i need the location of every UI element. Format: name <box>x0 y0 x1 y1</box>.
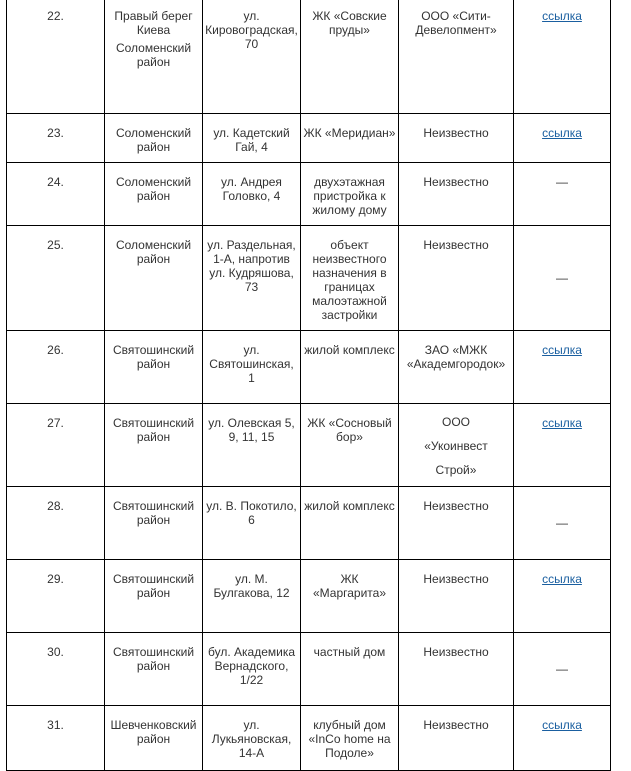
address-line: 9, 11, 15 <box>228 430 275 444</box>
object-line: бор» <box>336 430 363 444</box>
district-cell <box>105 633 203 706</box>
address-line: ул. В. Покотило, <box>206 499 297 513</box>
district-cell <box>105 226 203 331</box>
district-line: район <box>136 189 171 203</box>
object-cell <box>301 487 399 560</box>
address-cell <box>203 0 301 114</box>
table-row <box>7 404 611 487</box>
no-link-dash: — <box>556 271 568 285</box>
district-cell <box>105 404 203 487</box>
table-row <box>7 560 611 633</box>
district-line: Правый берег <box>114 9 193 23</box>
developer-line: Неизвестно <box>423 499 489 513</box>
source-link[interactable]: ссылка <box>542 718 582 732</box>
district-line: район <box>136 140 171 154</box>
developer-line: Неизвестно <box>423 238 489 252</box>
source-link[interactable]: ссылка <box>542 9 582 23</box>
object-cell <box>301 163 399 226</box>
row-number: 29. <box>7 560 105 633</box>
object-cell <box>301 114 399 163</box>
address-line: 1-А, напротив <box>213 252 290 266</box>
table-row <box>7 163 611 226</box>
district-line: район <box>136 430 171 444</box>
object-line: Подоле» <box>325 746 374 760</box>
developer-cell <box>399 331 514 404</box>
district-cell <box>105 114 203 163</box>
district-line: Святошинский <box>112 343 195 357</box>
address-cell <box>203 487 301 560</box>
table-row <box>7 487 611 560</box>
address-cell <box>203 331 301 404</box>
object-cell <box>301 331 399 404</box>
object-line: частный дом <box>313 645 386 659</box>
address-line: 73 <box>244 280 259 294</box>
link-cell <box>514 0 611 114</box>
table-row <box>7 331 611 404</box>
district-cell <box>105 560 203 633</box>
developer-cell <box>399 487 514 560</box>
object-line: неизвестного <box>312 252 387 266</box>
developer-line: «Академгородок» <box>406 357 506 371</box>
table-row <box>7 0 611 114</box>
table-row <box>7 633 611 706</box>
address-line: Лукьяновская, <box>211 732 292 746</box>
table-row <box>7 706 611 771</box>
object-line: малоэтажной <box>312 294 387 308</box>
district-cell <box>105 163 203 226</box>
object-line: ЖК «Совские <box>312 9 387 23</box>
district-line: район <box>136 732 171 746</box>
row-number: 31. <box>7 706 105 771</box>
district-line: Святошинский <box>112 499 195 513</box>
address-line: ул. Кудряшова, <box>209 266 294 280</box>
table-row <box>7 114 611 163</box>
address-cell <box>203 404 301 487</box>
developer-line: Неизвестно <box>423 126 489 140</box>
object-cell <box>301 226 399 331</box>
object-line: «InCo home на <box>308 732 391 746</box>
developer-line: Неизвестно <box>423 718 489 732</box>
address-line: бул. Академика <box>207 645 296 659</box>
developer-line: Неизвестно <box>423 572 489 586</box>
address-line: Святошинская, <box>209 357 294 371</box>
district-line: Святошинский <box>112 572 195 586</box>
developer-cell <box>399 706 514 771</box>
district-line: Киева <box>136 23 171 37</box>
district-cell <box>105 331 203 404</box>
developer-cell <box>399 633 514 706</box>
row-number: 24. <box>7 163 105 226</box>
link-cell <box>514 706 611 771</box>
object-line: границах <box>324 280 375 294</box>
object-line: клубный дом <box>313 718 386 732</box>
object-line: жилой комплекс <box>304 499 395 513</box>
object-line: двухэтажная <box>314 175 385 189</box>
address-line: ул. Андрея <box>221 175 282 189</box>
district-cell <box>105 0 203 114</box>
link-cell <box>514 114 611 163</box>
district-line: Святошинский <box>112 416 195 430</box>
developer-line: Неизвестно <box>423 645 489 659</box>
developer-cell <box>399 114 514 163</box>
object-line: пристройка к <box>313 189 386 203</box>
developer-cell <box>399 0 514 114</box>
object-line: «Маргарита» <box>312 586 387 600</box>
district-line: Соломенский <box>115 238 192 252</box>
developer-line: Неизвестно <box>423 175 489 189</box>
district-line: район <box>136 513 171 527</box>
source-link[interactable]: ссылка <box>542 343 582 357</box>
developer-cell <box>399 404 514 487</box>
object-line: объект <box>330 238 369 252</box>
district-line: Святошинский <box>112 645 195 659</box>
object-line: пруды» <box>329 23 370 37</box>
district-line: район <box>136 659 171 673</box>
address-line: Вернадского, <box>214 659 289 673</box>
row-number: 22. <box>7 0 105 114</box>
address-line: 14-А <box>238 746 265 760</box>
address-cell <box>203 706 301 771</box>
district-line: Шевченковский <box>110 718 197 732</box>
object-line: застройки <box>321 308 378 322</box>
developer-line: ООО «Сити- <box>421 9 491 23</box>
object-line: ЖК «Сосновый <box>307 416 392 430</box>
district-line: район <box>136 357 171 371</box>
address-line: ул. Кадетский <box>213 126 290 140</box>
link-cell <box>514 163 611 226</box>
link-cell <box>514 226 611 331</box>
object-cell <box>301 0 399 114</box>
district-line: Соломенский <box>115 175 192 189</box>
object-line: назначения в <box>312 266 387 280</box>
object-line: жилому дому <box>312 203 387 217</box>
developer-line: ООО <box>441 415 470 429</box>
no-link-dash: — <box>556 175 568 189</box>
row-number: 28. <box>7 487 105 560</box>
address-line: ул. М. <box>235 572 268 586</box>
object-cell <box>301 633 399 706</box>
developer-cell <box>399 560 514 633</box>
address-line: ул. Раздельная, <box>207 238 296 252</box>
address-cell <box>203 633 301 706</box>
district-line: Соломенский <box>115 126 192 140</box>
address-line: Булгакова, 12 <box>213 586 290 600</box>
link-cell <box>514 560 611 633</box>
address-line: 1/22 <box>239 673 264 687</box>
developer-line: Строй» <box>435 463 477 477</box>
address-cell <box>203 226 301 331</box>
address-cell <box>203 560 301 633</box>
district-cell <box>105 487 203 560</box>
developer-line: Девелопмент» <box>415 23 497 37</box>
object-cell <box>301 404 399 487</box>
address-cell <box>203 163 301 226</box>
developer-cell <box>399 163 514 226</box>
row-number: 25. <box>7 226 105 331</box>
district-line: Соломенский район <box>115 41 192 69</box>
developer-line: «Укоинвест <box>424 439 488 453</box>
row-number: 27. <box>7 404 105 487</box>
row-number: 26. <box>7 331 105 404</box>
object-line: жилой комплекс <box>304 343 395 357</box>
developer-line: ЗАО «МЖК <box>424 343 488 357</box>
no-link-dash: — <box>556 516 568 530</box>
source-link[interactable]: ссылка <box>542 126 582 140</box>
row-number: 30. <box>7 633 105 706</box>
address-line: Кировоградская, <box>205 23 298 37</box>
district-line: район <box>136 586 171 600</box>
row-number: 23. <box>7 114 105 163</box>
district-line: район <box>136 252 171 266</box>
address-line: 6 <box>248 513 255 527</box>
table-row <box>7 226 611 331</box>
address-line: ул. <box>243 718 260 732</box>
address-line: Гай, 4 <box>235 140 268 154</box>
object-cell <box>301 560 399 633</box>
no-link-dash: — <box>556 662 568 676</box>
object-line: ЖК «Меридиан» <box>303 126 396 140</box>
link-cell <box>514 404 611 487</box>
object-line: ЖК <box>340 572 359 586</box>
link-cell <box>514 331 611 404</box>
link-cell <box>514 487 611 560</box>
address-line: 1 <box>248 371 255 385</box>
address-cell <box>203 114 301 163</box>
address-line: ул. <box>243 9 260 23</box>
source-link[interactable]: ссылка <box>542 572 582 586</box>
district-cell <box>105 706 203 771</box>
address-line: ул. <box>243 343 260 357</box>
source-link[interactable]: ссылка <box>542 416 582 430</box>
address-line: Головко, 4 <box>222 189 281 203</box>
link-cell <box>514 633 611 706</box>
address-line: ул. Олевская 5, <box>208 416 295 430</box>
object-cell <box>301 706 399 771</box>
address-line: 70 <box>244 37 259 51</box>
developer-cell <box>399 226 514 331</box>
construction-objects-table <box>6 0 611 771</box>
